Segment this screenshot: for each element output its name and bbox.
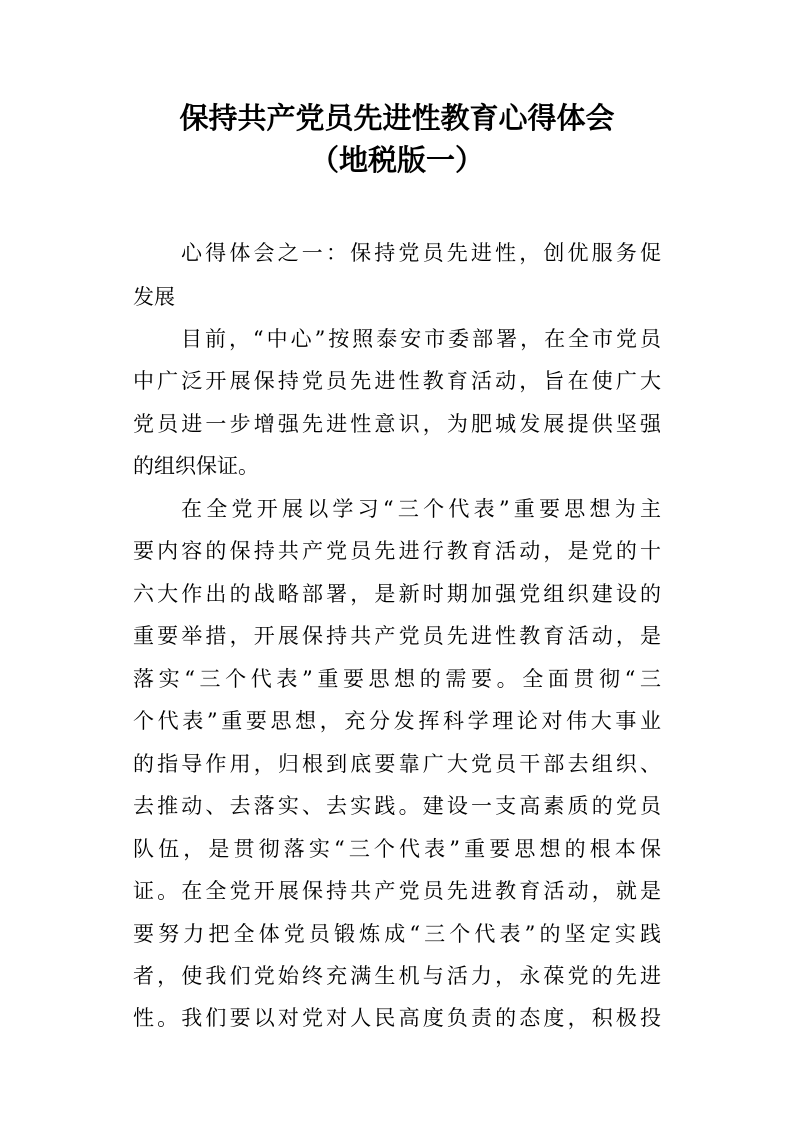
body-text-line: 者，使我们党始终充满生机与活力，永葆党的先进	[133, 964, 661, 988]
body-text-line: 要内容的保持共产党员先进行教育活动，是党的十	[133, 539, 661, 563]
body-text-line: 六大作出的战略部署，是新时期加强党组织建设的	[133, 582, 661, 606]
body-text-line: 中广泛开展保持党员先进性教育活动，旨在使广大	[133, 369, 661, 393]
body-text-line: 要努力把全体党员锻炼成“三个代表”的坚定实践	[133, 922, 661, 946]
body-text-line: 的指导作用，归根到底要靠广大党员干部去组织、	[133, 752, 661, 776]
body-text-line: 党员进一步增强先进性意识，为肥城发展提供坚强	[133, 412, 661, 436]
body-text-line: 去推动、去落实、去实践。建设一支高素质的党员	[133, 794, 661, 818]
body-text-line: 重要举措，开展保持共产党员先进性教育活动，是	[133, 624, 661, 648]
body-text-line: 证。在全党开展保持共产党员先进教育活动，就是	[133, 879, 661, 903]
body-text-line: 心得体会之一：保持党员先进性，创优服务促	[181, 241, 661, 265]
body-text-line: 目前，“中心”按照泰安市委部署，在全市党员	[181, 327, 661, 351]
body-text-line: 发展	[133, 285, 175, 309]
body-text-line: 落实“三个代表”重要思想的需要。全面贯彻“三	[133, 667, 661, 691]
body-text-line: 在全党开展以学习“三个代表”重要思想为主	[181, 497, 661, 521]
body-text-line: 队伍，是贯彻落实“三个代表”重要思想的根本保	[133, 837, 661, 861]
body-text-line: 个代表”重要思想，充分发挥科学理论对伟大事业	[133, 709, 661, 733]
body-text-line: 的组织保证。	[133, 454, 259, 478]
document-title: 保持共产党员先进性教育心得体会	[179, 101, 615, 135]
body-text-line: 性。我们要以对党对人民高度负责的态度，积极投	[133, 1006, 661, 1030]
document-subtitle: （地税版一）	[309, 143, 484, 177]
